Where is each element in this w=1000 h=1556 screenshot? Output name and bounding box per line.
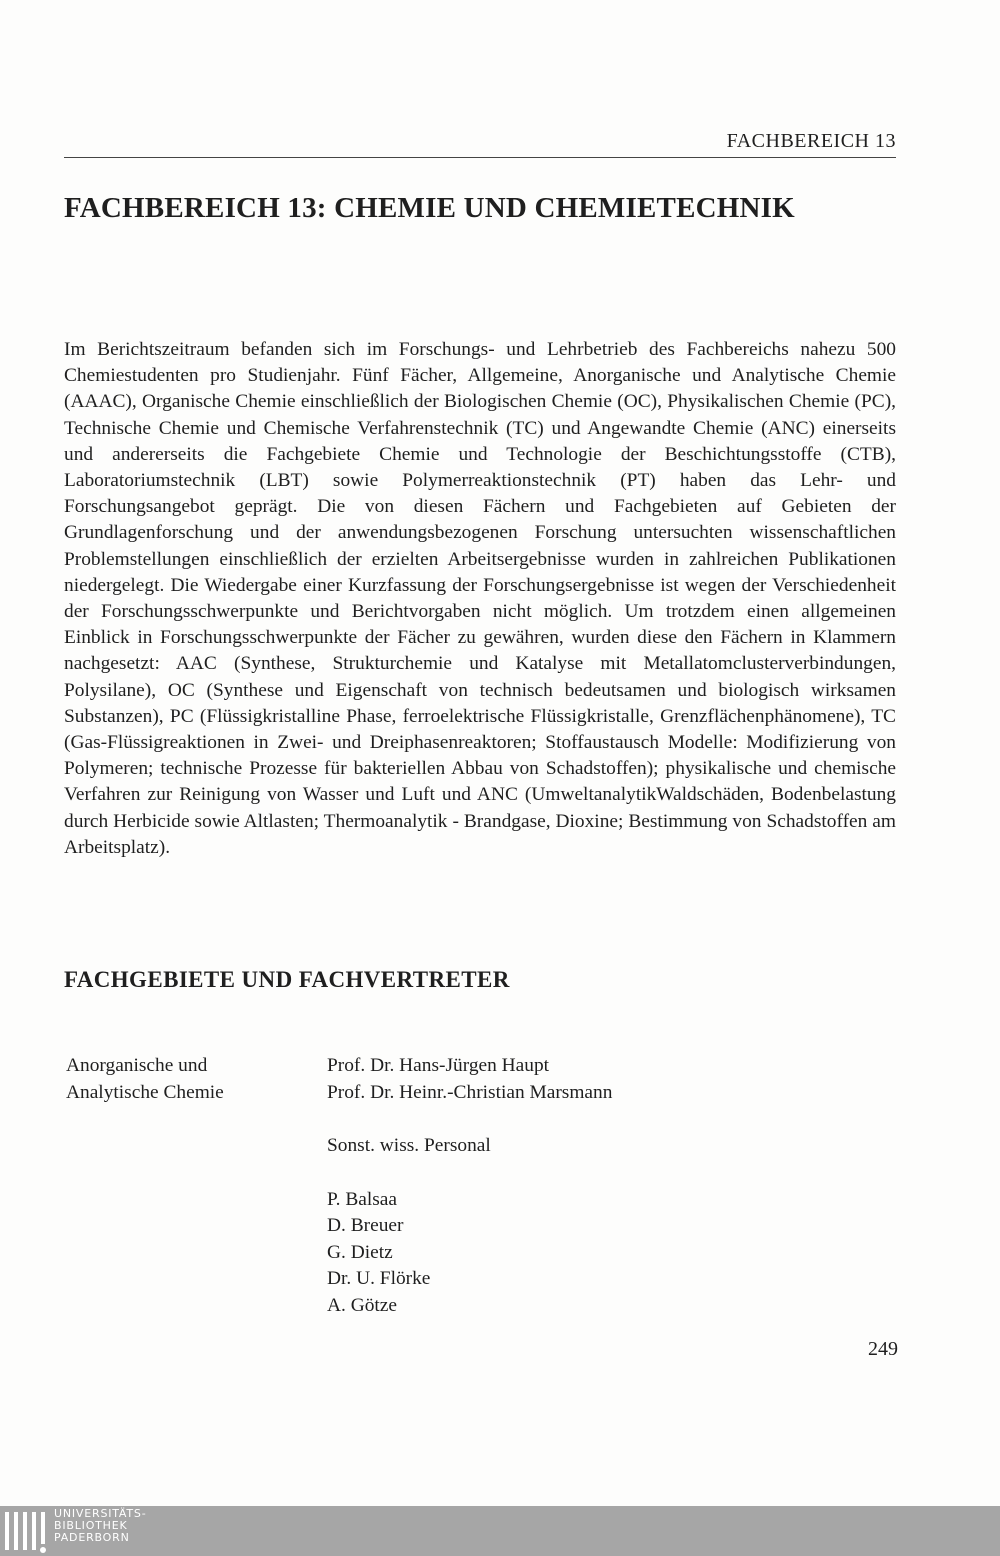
library-logo-icon <box>2 1506 50 1556</box>
running-head: FACHBEREICH 13 <box>726 130 896 152</box>
logo-line: PADERBORN <box>54 1531 130 1544</box>
field-name <box>66 1053 224 1106</box>
section-title: FACHGEBIETE UND FACHVERTRETER <box>64 967 510 992</box>
page-number: 249 <box>868 1338 898 1360</box>
library-logo-text <box>54 1508 146 1544</box>
staff-name: G. Dietz <box>327 1241 393 1263</box>
field-name-line: Anorganische und <box>66 1055 208 1076</box>
professor-name: Prof. Dr. Hans-Jürgen Haupt <box>327 1055 550 1076</box>
logo-line: UNIVERSITÄTS- <box>54 1507 147 1520</box>
intro-paragraph: Im Berichtszeitraum befanden sich im Forschungs- und Lehrbetrieb des Fachbereichs nahezu 500 Chemiestudenten pro Studienjahr. Fünf Fächer, Allgemeine, Anorganische und Analytische Chemie (AAAC), Organische Chemie einschließlich der Biologischen Chemie (OC), Physikalischen Chemie (PC), Technische Chemie und Chemische Verfahrenstechnik (TC) und Angewandte Chemie (ANC) einerseits und andererseits die Fachgebiete Chemie und Technologie der Beschichtungsstoffe (CTB), Laboratoriumstechnik (LBT) sowie Polymerreaktionstechnik (PT) haben das Lehr- und Forschungsangebot geprägt. Die von diesen Fächern und Fachgebieten auf Gebieten der Grundlagenforschung und der anwendungsbezogenen Forschung untersuchten wissenschaftlichen Problemstellungen einschließlich der erzielten Arbeitsergebnisse wurden in zahlreichen Publikationen niedergelegt. Die Wiedergabe einer Kurzfassung der Forschungsergebnisse ist wegen der Verschiedenheit der Forschungsschwerpunkte und Berichtvorgaben nicht möglich. Um trotzdem einen allgemeinen Einblick in Forschungsschwerpunkte der Fächer zu gewähren, wurden diese den Fächern in Klammern nachgesetzt: AAC (Synthese, Strukturchemie und Katalyse mit Metallatomclusterverbindungen, Polysilane), OC (Synthese und Eigenschaft von technisch bedeutsamen und biologisch wirksamen Substanzen), PC (Flüssigkristalline Phase, ferroelektrische Flüssigkristalle, Grenzflächenphänomene), TC (Gas-Flüssigreaktionen in Zwei- und Dreiphasenreaktoren; Stoffaustausch Modelle: Modifizierung von Polymeren; technische Prozesse für bakteriellen Abbau von Schadstoffen); physikalische und chemische Verfahren zur Reinigung von Wasser und Luft und ANC (UmweltanalytikWaldschäden, Bodenbelastung durch Herbicide sowie Altlasten; Thermoanalytik - Brandgase, Dioxine; Bestimmung von Schadstoffen am Arbeitsplatz). <box>64 339 896 858</box>
staff-name: D. Breuer <box>327 1215 404 1236</box>
staff-label: Sonst. wiss. Personal <box>327 1135 491 1156</box>
staff-name: A. Götze <box>327 1294 397 1316</box>
chapter-title: FACHBEREICH 13: CHEMIE UND CHEMIETECHNIK <box>64 192 795 224</box>
header-rule <box>64 157 896 158</box>
personnel-list <box>327 1053 612 1319</box>
field-name-line: Analytische Chemie <box>66 1081 224 1103</box>
professor-name: Prof. Dr. Heinr.-Christian Marsmann <box>327 1081 613 1103</box>
staff-name: P. Balsaa <box>327 1188 398 1210</box>
library-footer-bar <box>0 1506 1000 1556</box>
logo-line: BIBLIOTHEK <box>54 1519 128 1532</box>
staff-name: Dr. U. Flörke <box>327 1268 431 1289</box>
